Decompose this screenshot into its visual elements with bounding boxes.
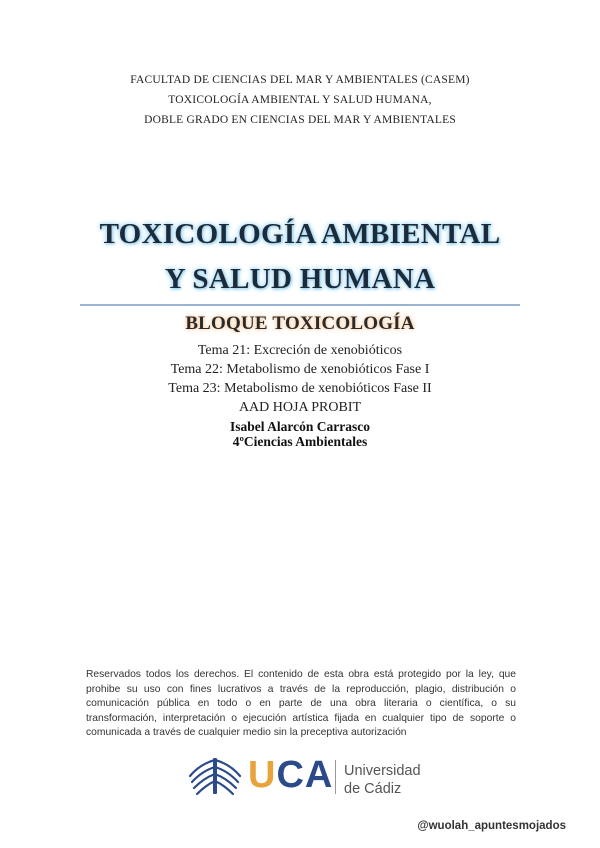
university-line-1: Universidad	[344, 763, 421, 779]
document-title-line-1: TOXICOLOGÍA AMBIENTAL	[99, 218, 501, 250]
header-line-3: DOBLE GRADO EN CIENCIAS DEL MAR Y AMBIENTALES	[144, 114, 456, 126]
topic-item: AAD HOJA PROBIT	[238, 400, 362, 415]
document-title-line-2: Y SALUD HUMANA	[164, 263, 436, 295]
uca-wordmark	[248, 753, 333, 797]
uca-letter-u: U	[248, 754, 277, 796]
author-course: 4ºCiencias Ambientales	[232, 434, 368, 449]
topic-item: Tema 22: Metabolismo de xenobióticos Fase I	[170, 362, 430, 377]
university-name	[344, 762, 421, 798]
title-divider	[80, 304, 520, 306]
university-line-2: de Cádiz	[344, 781, 402, 797]
author-block	[0, 419, 600, 449]
uca-emblem-icon	[186, 754, 244, 798]
social-handle: @wuolah_apuntesmojados	[417, 820, 566, 832]
uca-letters-ca: CA	[276, 754, 334, 796]
logo-divider	[335, 760, 336, 794]
author-name: Isabel Alarcón Carrasco	[230, 419, 370, 434]
header-line-1: FACULTAD DE CIENCIAS DEL MAR Y AMBIENTALES (CASEM)	[130, 74, 470, 86]
header-line-2: TOXICOLOGÍA AMBIENTAL Y SALUD HUMANA,	[168, 94, 432, 106]
topic-item: Tema 21: Excreción de xenobióticos	[197, 343, 403, 358]
copyright-notice: Reservados todos los derechos. El contenido de esta obra está protegido por la ley, que prohibe su uso con fines lucrativos a través de la reproducción, plagio, distribución o comunicación pública en todo o en parte de una obra literaria o científica, o su transformación, interpretación o ejecución artística fijada en cualquier tipo de soporte o comunicada a través de cualquier medio sin la preceptiva autorización	[86, 669, 516, 738]
faculty-header	[0, 70, 600, 130]
topic-item: Tema 23: Metabolismo de xenobióticos Fase II	[168, 381, 432, 396]
block-subtitle: BLOQUE TOXICOLOGÍA	[185, 313, 415, 334]
